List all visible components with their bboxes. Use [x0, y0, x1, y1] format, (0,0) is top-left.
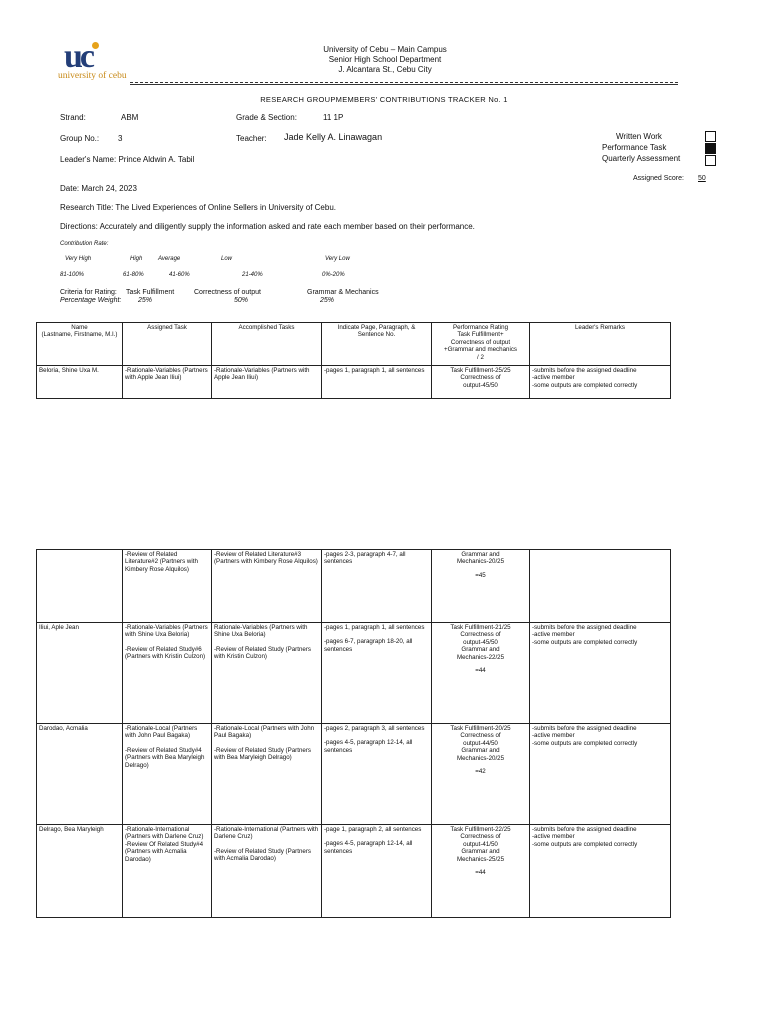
task-line: -Review of Related Literature#2 (Partners with Kimbery Rose Alquilos)	[125, 551, 198, 573]
remark-line: -active member	[532, 732, 575, 740]
table-row	[37, 550, 671, 623]
table-row	[37, 825, 671, 918]
date: Date: March 24, 2023	[60, 184, 137, 193]
rate-name-average: Average	[158, 256, 181, 262]
remark-line: -submits before the assigned deadline	[532, 725, 637, 732]
perf-line: output-44/50	[463, 739, 498, 747]
header-line-3: J. Alcantara St., Cebu City	[338, 65, 432, 74]
page-line: -pages 4-5, paragraph 12-14, all sentences	[324, 739, 413, 754]
page-line: -pages 2-3, paragraph 4-7, all sentences	[324, 551, 406, 566]
perf-total: =44	[475, 667, 486, 675]
directions: Directions: Accurately and diligently supply the information asked and rate each member based on their performance.	[60, 222, 475, 231]
page-reference	[322, 724, 432, 825]
weight-task-fulfillment: 25%	[138, 297, 153, 304]
task-line: -Review of Related Study#6 (Partners with Kristin Culzon)	[125, 645, 206, 661]
rate-name-very-high: Very High	[65, 256, 92, 262]
leader-remarks	[530, 825, 671, 918]
page-reference: -pages 1, paragraph 1, all sentences	[322, 366, 432, 399]
perf-line: output-45/50	[463, 381, 498, 389]
assigned-score-label: Assigned Score:	[633, 175, 684, 182]
contribution-rate-title: Contribution Rate:	[60, 241, 109, 247]
weight-grammar: 25%	[320, 297, 335, 304]
header-rule	[130, 84, 678, 85]
rate-range-very-high: 81-100%	[60, 272, 85, 278]
remark-line: -some outputs are completed correctly	[532, 381, 638, 389]
task-line: Rationale-Variables (Partners with Shine Uxa Beloria)	[214, 624, 308, 639]
contributions-table-bottom	[36, 549, 671, 918]
perf-line: Grammar and	[461, 848, 500, 856]
work-type-written-label: Written Work	[616, 132, 662, 141]
header-page-paragraph: Indicate Page, Paragraph, & Sentence No.	[322, 323, 432, 366]
perf-line: Mechanics-20/25	[456, 754, 505, 762]
perf-line: Task Fulfillment-21/25	[450, 624, 511, 631]
member-name: Iliui, Aple Jean	[37, 623, 123, 724]
header-performance-rating: Performance Rating Task Fulfillment+ Correctness of output +Grammar and mechanics / 2	[432, 323, 530, 366]
assigned-task	[123, 623, 212, 724]
task-line: -Review of Related Literature#3 (Partners with Kimbery Rose Alquilos)	[214, 551, 318, 566]
rate-range-very-low: 0%-20%	[322, 272, 345, 278]
assigned-task: -Rationale-Variables (Partners with Apple Jean Iliui)	[123, 366, 212, 399]
perf-line: Mechanics-25/25	[456, 855, 505, 863]
perf-total: =42	[475, 768, 486, 776]
perf-line: Correctness of	[460, 833, 501, 841]
task-line: -Review of Related Study (Partners with Kristin Culzon)	[214, 645, 311, 661]
table-row	[37, 623, 671, 724]
perf-line: Grammar and	[461, 551, 500, 558]
page-line: -pages 6-7, paragraph 18-20, all sentences	[324, 638, 413, 653]
member-name: Darodao, Acmalia	[37, 724, 123, 825]
perf-line: Mechanics-20/25	[456, 558, 505, 566]
work-type-performance-label: Performance Task	[602, 143, 667, 152]
perf-line: output-45/50	[463, 638, 498, 646]
strand-label: Strand:	[60, 113, 86, 122]
percentage-weight-label: Percentage Weight:	[60, 297, 122, 304]
performance-rating	[432, 825, 530, 918]
grade-label: Grade & Section:	[236, 113, 297, 122]
remark-line: -some outputs are completed correctly	[532, 739, 638, 747]
leader-remarks	[530, 366, 671, 399]
leader-name: Leader's Name: Prince Aldwin A. Tabil	[60, 155, 195, 164]
header-rule-dashed	[130, 82, 678, 83]
performance-rating	[432, 623, 530, 724]
task-line: -Rationale-Local (Partners with John Paul Bagaka)	[214, 725, 315, 740]
perf-line: Grammar and	[461, 646, 500, 654]
rate-name-low: Low	[221, 256, 233, 262]
weight-correctness: 50%	[234, 297, 249, 304]
perf-line: Correctness of	[460, 631, 501, 639]
logo-letters: uc	[64, 38, 92, 75]
rate-range-high: 61-80%	[123, 272, 144, 278]
teacher-value: Jade Kelly A. Linawagan	[284, 132, 383, 142]
grade-value: 11 1P	[323, 113, 344, 122]
perf-line: Task Fulfillment-22/25	[450, 826, 511, 833]
accomplished-task	[212, 623, 322, 724]
rate-range-average: 41-60%	[169, 272, 190, 278]
perf-line: output-41/50	[463, 840, 498, 848]
rate-name-very-low: Very Low	[325, 256, 350, 262]
remark-line: -active member	[532, 833, 575, 841]
task-line: -Review of Related Study#4 (Partners with Bea Maryleigh Delrago)	[125, 746, 205, 769]
task-line: -Review of Related Study (Partners with Acmalia Darodao)	[214, 847, 311, 863]
university-logo	[58, 40, 132, 82]
page-line: -pages 2, paragraph 3, all sentences	[324, 725, 425, 732]
member-name	[37, 550, 123, 623]
page-reference	[322, 623, 432, 724]
group-value: 3	[118, 134, 123, 143]
performance-task-checkbox[interactable]	[705, 143, 716, 154]
logo-dot	[92, 42, 99, 49]
page-reference	[322, 825, 432, 918]
header-assigned-task: Assigned Task	[123, 323, 212, 366]
leader-remarks	[530, 724, 671, 825]
table-row	[37, 724, 671, 825]
rate-range-low: 21-40%	[242, 272, 263, 278]
header-line-1: University of Cebu – Main Campus	[323, 45, 447, 54]
remark-line: -some outputs are completed correctly	[532, 638, 638, 646]
perf-line: Task Fulfillment-20/25	[450, 725, 511, 732]
perf-line: Grammar and	[461, 747, 500, 755]
table-row	[37, 366, 671, 399]
research-title: Research Title: The Lived Experiences of Online Sellers in University of Cebu.	[60, 203, 336, 212]
criteria-grammar: Grammar & Mechanics	[307, 289, 379, 296]
group-label: Group No.:	[60, 134, 100, 143]
remark-line: -active member	[532, 374, 575, 382]
accomplished-task	[212, 550, 322, 623]
written-work-checkbox[interactable]	[705, 131, 716, 142]
header-name: Name (Lastname, Firstname, M.I.)	[37, 323, 123, 366]
task-line: -Rationale-International (Partners with Darlene Cruz)	[214, 826, 319, 841]
teacher-label: Teacher:	[236, 134, 267, 143]
perf-line: Correctness of	[460, 732, 501, 740]
page-line: -page 1, paragraph 2, all sentences	[324, 826, 422, 833]
task-line: -Review Of Related Study#4 (Partners with Acmalia Darodao)	[125, 840, 204, 863]
quarterly-assessment-checkbox[interactable]	[705, 155, 716, 166]
remark-line: -submits before the assigned deadline	[532, 624, 637, 631]
strand-value: ABM	[121, 113, 139, 122]
assigned-task	[123, 724, 212, 825]
page-line: -pages 4-5, paragraph 12-14, all sentences	[324, 840, 413, 855]
header-leader-remarks: Leader's Remarks	[530, 323, 671, 366]
page-line: -pages 1, paragraph 1, all sentences	[324, 624, 425, 631]
task-line: -Rationale-Local (Partners with John Paul Bagaka)	[125, 725, 198, 740]
work-type-quarterly-label: Quarterly Assessment	[602, 154, 681, 163]
task-line: -Review of Related Study (Partners with Bea Maryleigh Delrago)	[214, 746, 311, 762]
task-line: -Rationale-International (Partners with Darlene Cruz)	[125, 826, 204, 841]
page-reference	[322, 550, 432, 623]
accomplished-task: -Rationale-Variables (Partners with Apple Jean Iliui)	[212, 366, 322, 399]
remark-line: -submits before the assigned deadline	[532, 367, 637, 374]
criteria-task-fulfillment: Task Fulfillment	[126, 289, 175, 296]
performance-rating	[432, 550, 530, 623]
rate-name-high: High	[130, 256, 143, 262]
assigned-score-value: 50	[698, 175, 706, 182]
accomplished-task	[212, 825, 322, 918]
logo-subtitle: university of cebu	[58, 71, 127, 81]
member-name: Delrago, Bea Maryleigh	[37, 825, 123, 918]
assigned-task	[123, 825, 212, 918]
member-name: Beloria, Shine Uxa M.	[37, 366, 123, 399]
perf-total: =45	[475, 571, 486, 579]
performance-rating	[432, 724, 530, 825]
perf-total: =44	[475, 869, 486, 877]
perf-line: Task Fulfillment-25/25	[450, 367, 511, 374]
leader-remarks	[530, 550, 671, 623]
remark-line: -active member	[532, 631, 575, 639]
perf-line: Correctness of	[460, 374, 501, 382]
accomplished-task	[212, 724, 322, 825]
header-line-2: Senior High School Department	[328, 55, 442, 64]
criteria-correctness: Correctness of output	[194, 289, 261, 296]
leader-remarks	[530, 623, 671, 724]
remark-line: -submits before the assigned deadline	[532, 826, 637, 833]
contributions-table-top	[36, 322, 671, 399]
remark-line: -some outputs are completed correctly	[532, 840, 638, 848]
criteria-label: Criteria for Rating:	[60, 289, 117, 296]
task-line: -Rationale-Variables (Partners with Shine Uxa Beloria)	[125, 624, 208, 639]
document-title: RESEARCH GROUPMEMBERS' CONTRIBUTIONS TRACKER No. 1	[260, 95, 508, 104]
header-accomplished-tasks: Accomplished Tasks	[212, 323, 322, 366]
assigned-task	[123, 550, 212, 623]
performance-rating	[432, 366, 530, 399]
perf-line: Mechanics-22/25	[456, 653, 505, 661]
